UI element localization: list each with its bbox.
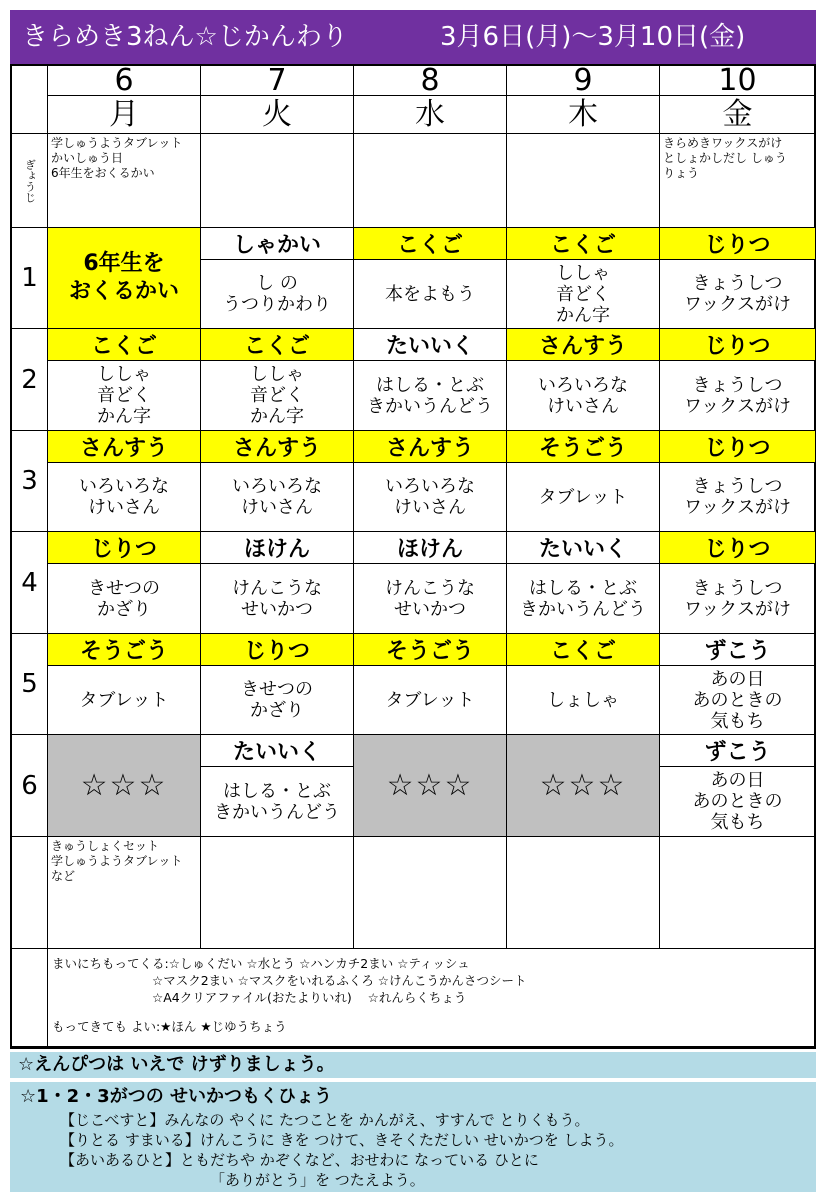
empty-slot: ☆☆☆ bbox=[507, 735, 660, 837]
subject-label: じりつ bbox=[660, 228, 816, 260]
gyoji-cell: 学しゅうようタブレット かいしゅう日 6年生をおくるかい bbox=[48, 134, 201, 228]
lesson-content: ししゃ 音どく かん字 bbox=[507, 260, 660, 329]
lesson-content: けんこうな せいかつ bbox=[201, 564, 354, 634]
subject-label: こくご bbox=[354, 228, 507, 260]
lesson-content: タブレット bbox=[48, 666, 201, 735]
subject-label: じりつ bbox=[48, 532, 201, 564]
subject-label: こくご bbox=[201, 329, 354, 361]
subject-label: しゃかい bbox=[201, 228, 354, 260]
weekday: 火 bbox=[201, 96, 354, 134]
subject-label: さんすう bbox=[354, 431, 507, 463]
day-number: 8 bbox=[354, 66, 507, 96]
subject-label: そうごう bbox=[354, 634, 507, 666]
gyoji-label: ぎょうじ bbox=[23, 158, 37, 203]
weekday: 月 bbox=[48, 96, 201, 134]
day-number: 7 bbox=[201, 66, 354, 96]
lesson-content: いろいろな けいさん bbox=[354, 463, 507, 532]
goal-line: 「ありがとう」を つたえよう。 bbox=[210, 1171, 425, 1189]
week-dates: 3月6日(月)〜3月10日(金) bbox=[440, 22, 746, 52]
lesson-content: しょしゃ bbox=[507, 666, 660, 735]
day-number: 9 bbox=[507, 66, 660, 96]
lesson-content: きょうしつ ワックスがけ bbox=[660, 361, 816, 431]
timetable bbox=[10, 64, 816, 1049]
notice-band: ☆えんぴつは いえで けずりましょう。 bbox=[10, 1052, 816, 1078]
after-cell bbox=[354, 837, 507, 949]
bring-box bbox=[48, 949, 816, 1047]
goal-line: 【じこべすと】みんなの やくに たつことを かんがえ、すすんで とりくもう。 bbox=[60, 1111, 590, 1129]
subject-label: こくご bbox=[507, 634, 660, 666]
subject-label: ずこう bbox=[660, 634, 816, 666]
gyoji-cell bbox=[507, 134, 660, 228]
period-number: 2 bbox=[12, 329, 48, 431]
subject-label: じりつ bbox=[660, 532, 816, 564]
period-number: 4 bbox=[12, 532, 48, 634]
gyoji-cell: きらめきワックスがけ としょかしだし しゅう りょう bbox=[660, 134, 816, 228]
weekday: 水 bbox=[354, 96, 507, 134]
bring-gutter bbox=[12, 949, 48, 1047]
subject-label: ずこう bbox=[660, 735, 816, 767]
gyoji-cell bbox=[354, 134, 507, 228]
lesson-content: 本をよもう bbox=[354, 260, 507, 329]
day-number: 6 bbox=[48, 66, 201, 96]
subject-label: ほけん bbox=[354, 532, 507, 564]
subject-label: こくご bbox=[507, 228, 660, 260]
lesson-content: タブレット bbox=[354, 666, 507, 735]
empty-slot: ☆☆☆ bbox=[354, 735, 507, 837]
goal-line: 【りとる すまいる】けんこうに きを つけて、きそくただしい せいかつを しよう。 bbox=[60, 1131, 624, 1149]
subject-label: たいいく bbox=[507, 532, 660, 564]
goals-box bbox=[10, 1082, 816, 1192]
lesson-content: きょうしつ ワックスがけ bbox=[660, 564, 816, 634]
lesson-content: はしる・とぶ きかいうんどう bbox=[354, 361, 507, 431]
subject-label: じりつ bbox=[660, 431, 816, 463]
weekday: 金 bbox=[660, 96, 816, 134]
corner-cell bbox=[12, 66, 48, 134]
after-cell bbox=[507, 837, 660, 949]
subject-label: そうごう bbox=[507, 431, 660, 463]
period-number: 3 bbox=[12, 431, 48, 532]
subject-label: さんすう bbox=[507, 329, 660, 361]
subject-label: そうごう bbox=[48, 634, 201, 666]
after-cell bbox=[201, 837, 354, 949]
lesson-content: きせつの かざり bbox=[201, 666, 354, 735]
lesson-content: ししゃ 音どく かん字 bbox=[48, 361, 201, 431]
bring-item-line1: まいにちもってくる:☆しゅくだい ☆水とう ☆ハンカチ2まい ☆ティッシュ bbox=[52, 956, 470, 971]
lesson-content: いろいろな けいさん bbox=[507, 361, 660, 431]
lesson-content: し の うつりかわり bbox=[201, 260, 354, 329]
subject-label: ほけん bbox=[201, 532, 354, 564]
after-cell: きゅうしょくセット 学しゅうようタブレット など bbox=[48, 837, 201, 949]
subject-label: じりつ bbox=[660, 329, 816, 361]
after-cell bbox=[660, 837, 816, 949]
title-bar bbox=[10, 10, 816, 64]
subject-label: たいいく bbox=[201, 735, 354, 767]
subject-label: さんすう bbox=[201, 431, 354, 463]
bring-item-line4: もってきても よい:★ほん ★じゆうちょう bbox=[52, 1019, 287, 1034]
subject-label: じりつ bbox=[201, 634, 354, 666]
subject-label: こくご bbox=[48, 329, 201, 361]
lesson-content: けんこうな せいかつ bbox=[354, 564, 507, 634]
lesson-content: はしる・とぶ きかいうんどう bbox=[201, 767, 354, 837]
gyoji-cell bbox=[201, 134, 354, 228]
subject-label: さんすう bbox=[48, 431, 201, 463]
lesson-content: はしる・とぶ きかいうんどう bbox=[507, 564, 660, 634]
lesson-content: いろいろな けいさん bbox=[201, 463, 354, 532]
goals-heading: ☆1・2・3がつの せいかつもくひょう bbox=[20, 1086, 332, 1107]
lesson-content: きょうしつ ワックスがけ bbox=[660, 463, 816, 532]
day-number: 10 bbox=[660, 66, 816, 96]
lesson-content: あの日 あのときの 気もち bbox=[660, 666, 816, 735]
bring-item-line2: ☆マスク2まい ☆マスクをいれるふくろ ☆けんこうかんさつシート bbox=[152, 973, 527, 988]
lesson-content: ししゃ 音どく かん字 bbox=[201, 361, 354, 431]
period-number: 6 bbox=[12, 735, 48, 837]
bring-item-line3: ☆A4クリアファイル(おたよりいれ) ☆れんらくちょう bbox=[152, 990, 467, 1005]
subject-label: たいいく bbox=[354, 329, 507, 361]
lesson-content: タブレット bbox=[507, 463, 660, 532]
lesson-content: いろいろな けいさん bbox=[48, 463, 201, 532]
page-title: きらめき3ねん☆じかんわり bbox=[22, 22, 348, 52]
lesson-content: あの日 あのときの 気もち bbox=[660, 767, 816, 837]
empty-slot: ☆☆☆ bbox=[48, 735, 201, 837]
goal-line: 【あいあるひと】ともだちや かぞくなど、おせわに なっている ひとに bbox=[60, 1151, 539, 1169]
period-number: 5 bbox=[12, 634, 48, 735]
after-label-cell bbox=[12, 837, 48, 949]
special-event: 6年生を おくるかい bbox=[48, 228, 201, 329]
period-number: 1 bbox=[12, 228, 48, 329]
gyoji-label-cell bbox=[12, 134, 48, 228]
weekday: 木 bbox=[507, 96, 660, 134]
lesson-content: きょうしつ ワックスがけ bbox=[660, 260, 816, 329]
lesson-content: きせつの かざり bbox=[48, 564, 201, 634]
